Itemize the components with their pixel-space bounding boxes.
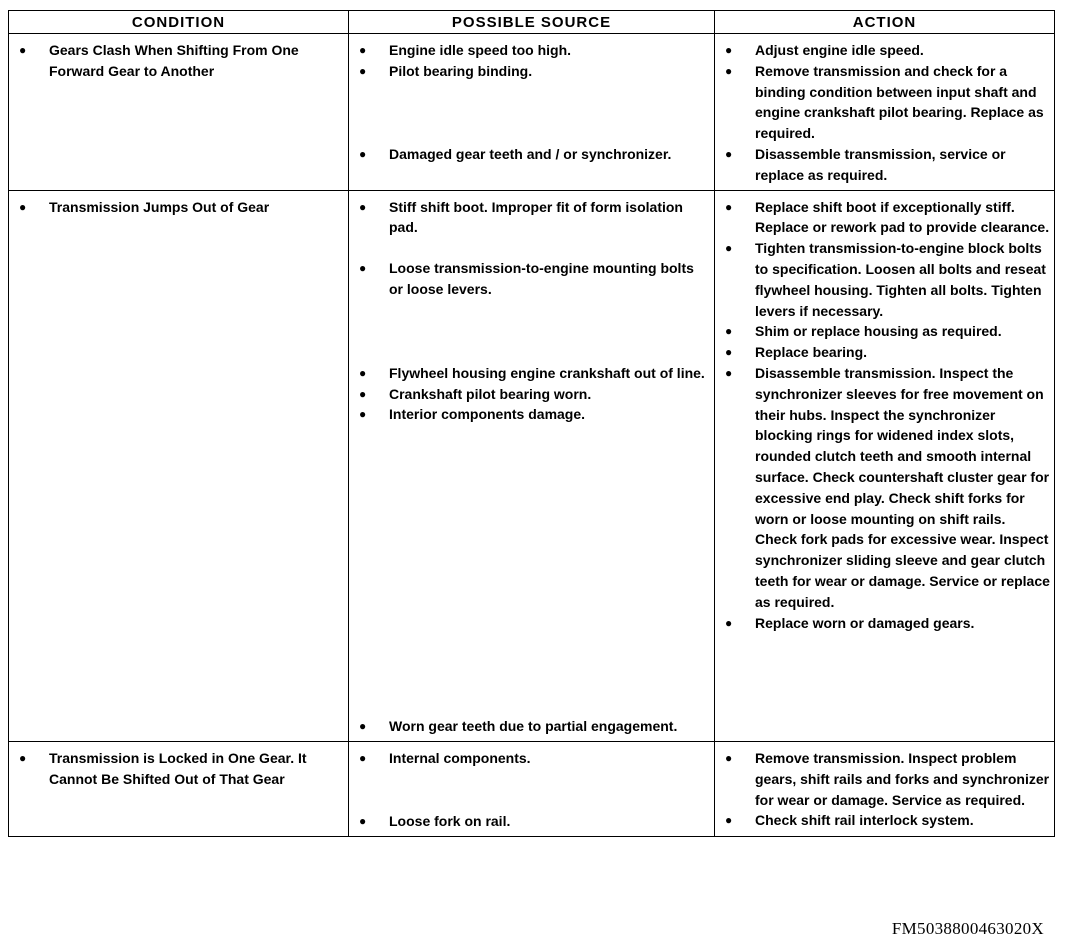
table-row — [9, 190, 1055, 741]
bullet-icon: ● — [359, 43, 367, 57]
source-text: Pilot bearing binding. — [389, 62, 533, 79]
condition-cell — [9, 190, 349, 741]
bullet-icon: ● — [725, 365, 733, 380]
troubleshooting-table — [8, 10, 1055, 837]
list-item — [19, 40, 344, 82]
troubleshooting-table-container — [8, 10, 1054, 837]
bullet-icon: ● — [359, 146, 367, 161]
action-text: Tighten transmission-to-engine block bolts to specification. Loosen all bolts and reseat flywheel housing. Tighten all bolts. Tighten levers if necessary. — [755, 240, 1046, 319]
list-item — [19, 197, 344, 218]
condition-cell — [9, 34, 349, 191]
bullet-icon: ● — [359, 261, 367, 276]
list-item — [359, 748, 710, 769]
bullet-icon: ● — [359, 365, 367, 380]
list-item — [359, 384, 710, 405]
source-text: Flywheel housing engine crankshaft out of line. — [389, 364, 705, 381]
list-item — [725, 197, 1050, 239]
action-cell — [715, 741, 1055, 836]
bullet-icon: ● — [725, 324, 733, 339]
action-text: Adjust engine idle speed. — [755, 42, 924, 58]
list-item — [359, 61, 710, 82]
action-cell — [715, 190, 1055, 741]
action-cell — [715, 34, 1055, 191]
list-item — [725, 321, 1050, 342]
source-text: Crankshaft pilot bearing worn. — [389, 385, 592, 402]
header-action: ACTION — [715, 11, 1055, 34]
bullet-icon: ● — [359, 199, 367, 214]
source-text: Engine idle speed too high. — [389, 42, 572, 58]
source-text: Damaged gear teeth and / or synchronizer. — [389, 145, 672, 162]
action-text: Shim or replace housing as required. — [755, 323, 1002, 340]
bullet-icon: ● — [19, 199, 27, 214]
bullet-icon: ● — [359, 386, 367, 401]
source-cell — [349, 34, 715, 191]
condition-cell — [9, 741, 349, 836]
list-item — [725, 613, 1050, 634]
bullet-icon: ● — [359, 813, 367, 828]
list-item — [725, 61, 1050, 144]
source-cell — [349, 190, 715, 741]
bullet-icon: ● — [725, 615, 733, 630]
header-row — [9, 11, 1055, 34]
source-text: Stiff shift boot. Improper fit of form isolation pad. — [389, 198, 683, 236]
header-possible-source: POSSIBLE SOURCE — [349, 11, 715, 34]
condition-text: Transmission Jumps Out of Gear — [49, 198, 270, 215]
action-text: Disassemble transmission. Inspect the synchronizer sleeves for free movement on their hubs. Inspect the synchronizer blocking rings for widened index slots, rounded clutch teeth and smooth internal surface. Check countershaft cluster gear for excessive end play. Check shift forks for worn or loose mounting on shift rails. Check fork pads for excessive wear. Inspect synchronizer sliding sleeve and gear clutch teeth for wear or damage. Service or replace as required. — [755, 364, 1050, 610]
action-text: Check shift rail interlock system. — [755, 812, 974, 829]
action-text: Replace bearing. — [755, 344, 868, 361]
action-text: Replace worn or damaged gears. — [755, 614, 975, 631]
list-item — [359, 144, 710, 165]
figure-id: FM5038800463020X — [891, 919, 1044, 938]
bullet-icon: ● — [725, 813, 733, 828]
list-item — [725, 342, 1050, 363]
list-item — [359, 258, 710, 300]
action-text: Disassemble transmission, service or replace as required. — [755, 145, 1006, 183]
bullet-icon: ● — [725, 241, 733, 256]
bullet-icon: ● — [725, 199, 733, 214]
table-row — [9, 34, 1055, 191]
bullet-icon: ● — [725, 345, 733, 360]
source-text: Worn gear teeth due to partial engagement. — [389, 718, 678, 735]
list-item — [725, 144, 1050, 186]
condition-text: Gears Clash When Shifting From One Forward Gear to Another — [49, 42, 299, 79]
bullet-icon: ● — [725, 750, 733, 765]
list-item — [359, 811, 710, 832]
list-item — [725, 748, 1050, 810]
source-text: Interior components damage. — [389, 406, 586, 423]
list-item — [359, 197, 710, 239]
list-item — [725, 238, 1050, 321]
action-text: Remove transmission and check for a binding condition between input shaft and engine crankshaft pilot bearing. Replace as required. — [755, 62, 1044, 142]
bullet-icon: ● — [19, 750, 27, 765]
list-item — [359, 363, 710, 384]
list-item — [359, 716, 710, 737]
list-item — [19, 748, 344, 790]
list-item — [359, 40, 710, 61]
bullet-icon: ● — [725, 146, 733, 161]
bullet-icon: ● — [725, 63, 733, 78]
source-text: Loose transmission-to-engine mounting bolts or loose levers. — [389, 260, 694, 297]
header-condition: CONDITION — [9, 11, 349, 34]
source-cell — [349, 741, 715, 836]
action-text: Remove transmission. Inspect problem gears, shift rails and forks and synchronizer for wear or damage. Service as required. — [755, 749, 1050, 808]
list-item — [725, 40, 1050, 61]
bullet-icon: ● — [19, 43, 27, 57]
bullet-icon: ● — [359, 407, 367, 422]
table-row — [9, 741, 1055, 836]
source-text: Internal components. — [389, 749, 531, 766]
bullet-icon: ● — [725, 43, 733, 57]
condition-text: Transmission is Locked in One Gear. It Cannot Be Shifted Out of That Gear — [49, 749, 307, 787]
list-item — [725, 810, 1050, 831]
list-item — [725, 363, 1050, 613]
bullet-icon: ● — [359, 750, 367, 765]
bullet-icon: ● — [359, 63, 367, 78]
list-item — [359, 404, 710, 425]
source-text: Loose fork on rail. — [389, 812, 511, 829]
bullet-icon: ● — [359, 719, 367, 734]
action-text: Replace shift boot if exceptionally stiff. Replace or rework pad to provide clearance. — [755, 198, 1050, 236]
